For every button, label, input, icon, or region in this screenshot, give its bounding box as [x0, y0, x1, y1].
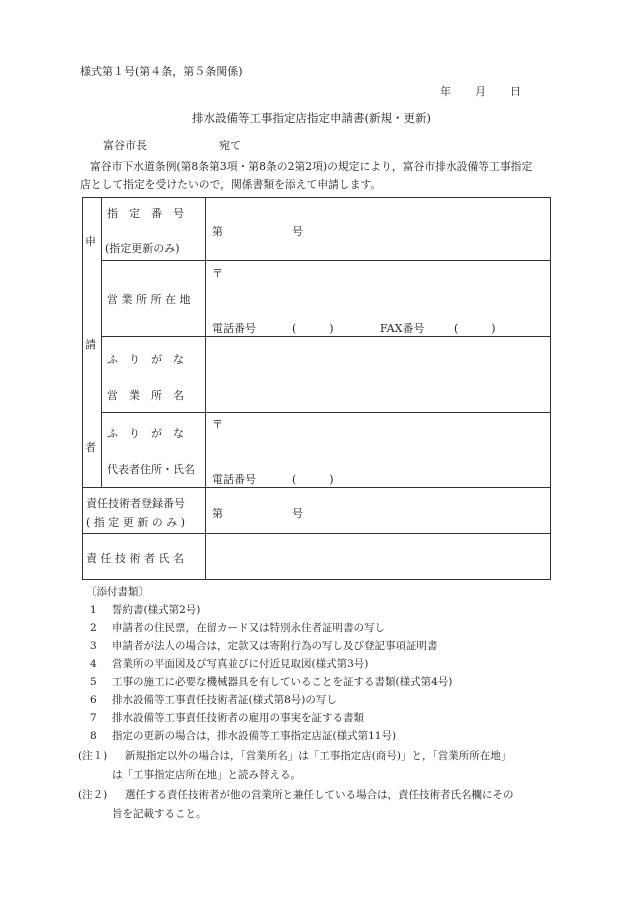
office-furigana-label: ふ り が な: [107, 353, 184, 366]
rep-phone-label: 電話番号: [212, 473, 256, 486]
addressee-suffix: 宛て: [219, 139, 241, 152]
attachments-heading: 〔添付書類〕: [86, 586, 149, 598]
list-item: 4 営業所の平面図及び写真並びに付近見取図(様式第3号): [90, 658, 369, 670]
document-title: 排水設備等工事指定店指定申請書(新規・更新): [192, 111, 431, 125]
list-item: 7 排水設備等工事責任技術者の雇用の事実を証する書類: [90, 712, 364, 724]
date-month: 月: [475, 85, 486, 98]
applicant-char-1: 申: [85, 235, 96, 248]
engineer-reg-suffix: 号: [292, 507, 303, 520]
date-line: [440, 83, 521, 99]
note-1-line-2: は「工事指定店所在地」と読み替える。: [112, 769, 301, 781]
engineer-name-label: 責 任 技 術 者 氏 名: [86, 552, 184, 565]
intro-line-2: 店として指定を受けたいので，関係書類を添えて申請します。: [80, 178, 382, 191]
list-item: 1 誓約書(様式第2号): [90, 604, 201, 616]
office-address-label: 営 業 所 所 在 地: [107, 293, 191, 306]
designation-renewal-note: (指定更新のみ): [105, 242, 180, 255]
note-1-label: (注１): [78, 750, 108, 762]
designation-number-label: 指 定 番 号: [107, 207, 184, 220]
office-postal-mark: 〒: [212, 267, 223, 280]
note-1-line-1: 新規指定以外の場合は，「営業所名」は「工事指定店(商号)」と，「営業所所在地」: [125, 750, 512, 762]
designation-prefix: 第: [212, 225, 223, 238]
list-item: 8 指定の更新の場合は，排水設備等工事指定店証(様式第11号): [90, 730, 397, 742]
designation-suffix: 号: [292, 225, 303, 238]
list-item: 6 排水設備等工事責任技術者証(様式第8号)の写し: [90, 694, 337, 706]
rep-address-name-label: 代表者住所・氏名: [107, 463, 195, 476]
office-name-label: 営 業 所 名: [107, 389, 184, 402]
date-day: 日: [510, 85, 521, 98]
rep-postal-mark: 〒: [212, 418, 223, 431]
application-table: [82, 197, 551, 580]
applicant-char-3: 者: [85, 441, 96, 454]
intro-line-1: 富谷市下水道条例(第8条第3項・第8条の2第2項)の規定により，富谷市排水設備等工事指定: [90, 160, 533, 173]
note-2-line-1: 選任する責任技術者が他の営業所と兼任している場合は，責任技術者氏名欄にその: [125, 789, 514, 801]
engineer-reg-note: ( 指 定 更 新 の み ): [86, 516, 186, 529]
office-phone-parens: ( ): [292, 322, 334, 335]
note-2-label: (注２): [78, 789, 108, 801]
form-number: 様式第１号(第４条，第５条関係): [80, 65, 243, 78]
office-fax-label: FAX番号: [380, 322, 425, 335]
list-item: 5 工事の施工に必要な機械器具を有していることを証する書類(様式第4号): [90, 676, 453, 688]
office-phone-label: 電話番号: [212, 322, 256, 335]
date-year: 年: [440, 85, 451, 98]
engineer-reg-label: 責任技術者登録番号: [86, 497, 185, 510]
list-item: 2 申請者の住民票，在留カード又は特別永住者証明書の写し: [90, 622, 385, 634]
list-item: 3 申請者が法人の場合は，定款又は寄附行為の写し及び登記事項証明書: [90, 640, 438, 652]
note-2-line-2: 旨を記載すること。: [112, 808, 207, 820]
rep-furigana-label: ふ り が な: [107, 427, 184, 440]
rep-phone-parens: ( ): [292, 473, 334, 486]
engineer-reg-prefix: 第: [212, 507, 223, 520]
office-fax-parens: ( ): [454, 322, 496, 335]
applicant-char-2: 請: [85, 338, 96, 351]
addressee-name: 富谷市長: [103, 139, 147, 152]
